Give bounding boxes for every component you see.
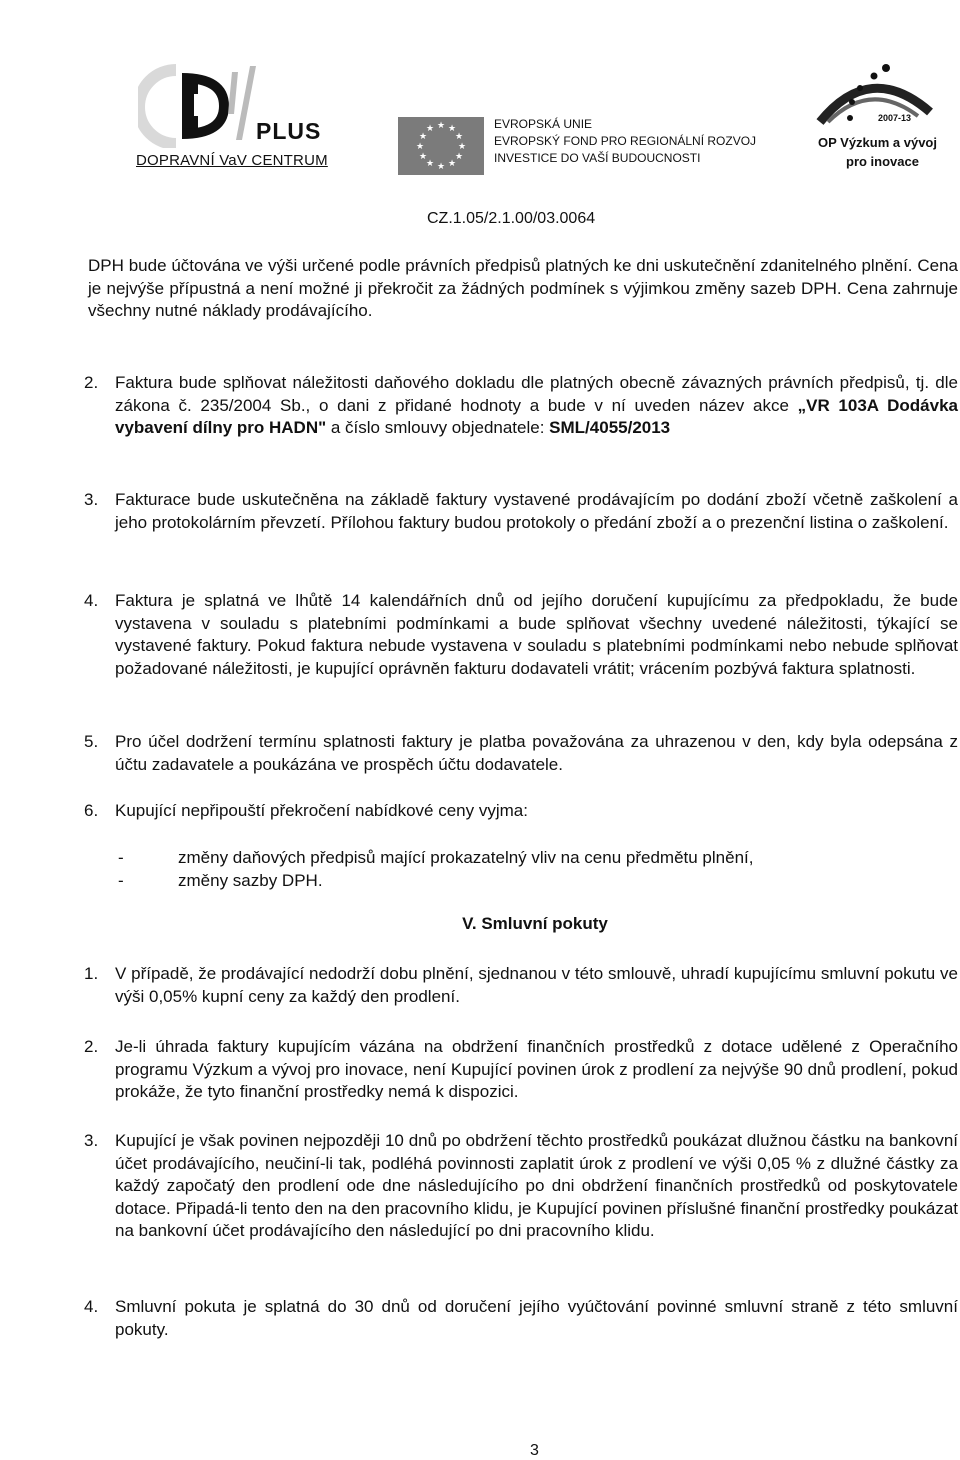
item-3-number: 3. [84, 490, 99, 509]
item-2-part1: Faktura bude splňovat náležitosti daňového dokladu dle platných obecně závazných právních předpisů, tj. dle zákona č. 235/2004 Sb., o dani z přidané hodnoty a bude v ní uveden název akce [115, 373, 958, 415]
penalty-1-number: 1. [84, 964, 99, 983]
penalty-1-text: V případě, že prodávající nedodrží dobu plnění, sjednanou v této smlouvě, uhradí kupujícímu smluvní pokutu ve výši 0,05% kupní ceny za každý den prodlení. [115, 964, 958, 1006]
item-6-text: Kupující nepřipouští překročení nabídkové ceny vyjma: [115, 801, 528, 820]
cdv-plus-label: PLUS [256, 118, 322, 144]
op-subtitle-label: pro inovace [846, 154, 919, 169]
bullet-1-text: změny daňových předpisů mající prokazatelný vliv na cenu předmětu plnění, [178, 848, 754, 867]
op-years-label: 2007-13 [878, 113, 912, 123]
eu-line-1: EVROPSKÁ UNIE [494, 117, 593, 131]
penalty-4-number: 4. [84, 1297, 99, 1316]
op-swoosh-icon [800, 60, 940, 130]
op-title-label: OP Výzkum a vývoj [818, 135, 937, 150]
item-3-text: Fakturace bude uskutečněna na základě faktury vystavené prodávajícím po dodání zboží včetně zaškolení a jeho protokolárním převzetí. Přílohou faktury budou protokoly o předání zboží a o prezenční listina o zaškolení. [115, 490, 958, 532]
eu-line-3: INVESTICE DO VAŠÍ BUDOUCNOSTI [494, 151, 701, 165]
item-5-number: 5. [84, 732, 99, 751]
intro-paragraph: DPH bude účtována ve výši určené podle právních předpisů platných ke dni uskutečnění zdanitelného plnění. Cena je nejvýše přípustná a není možné ji překročit za žádných podmínek s výjimkou změny sazeb DPH. Cena zahrnuje všechny nutné náklady prodávajícího. [88, 256, 958, 321]
item-2-action-name: „VR 103A Dodávka vybavení dílny pro HADN" [115, 395, 959, 438]
cdv-logo-mark [138, 58, 258, 148]
eu-text-block [494, 116, 756, 167]
item-6-number: 6. [84, 801, 99, 820]
item-2-contract-number: SML/4055/2013 [549, 418, 671, 438]
bullet-2-dash: - [118, 871, 124, 890]
project-code: CZ.1.05/2.1.00/03.0064 [427, 210, 596, 227]
page-number: 3 [530, 1442, 539, 1459]
penalty-2-number: 2. [84, 1037, 99, 1056]
penalty-3-number: 3. [84, 1131, 99, 1150]
item-5-text: Pro účel dodržení termínu splatnosti faktury je platba považována za uhrazenou v den, kdy byla odepsána z účtu zadavatele a poukázána ve prospěch účtu dodavatele. [115, 732, 958, 774]
section-heading: V. Smluvní pokuty [462, 914, 608, 933]
eu-flag-icon: ★ ★ ★ ★ ★ ★ ★ ★ ★ ★ ★ ★ [398, 117, 484, 175]
penalty-4-text: Smluvní pokuta je splatná do 30 dnů od doručení jejího vyúčtování povinné smluvní straně z této smluvní pokuty. [115, 1297, 958, 1339]
item-2-part2: a číslo smlouvy objednatele: [326, 418, 550, 438]
cdv-logo [128, 58, 338, 178]
cdv-name-label: DOPRAVNÍ VaV CENTRUM [136, 152, 328, 169]
bullet-1-dash: - [118, 848, 124, 867]
bullet-2-text: změny sazby DPH. [178, 871, 323, 890]
item-4-text: Faktura je splatná ve lhůtě 14 kalendářních dnů od jejího doručení kupujícímu za předpokladu, že bude vystavena v souladu s platebními podmínkami a bude splňovat všechny uvedené náležitosti, týkající se vystavené faktury. Pokud faktura nebude vystavena v souladu s platebními podmínkami nebo nebude splňovat požadované náležitosti, je kupující oprávněn fakturu dodavateli vrátit; vrácením pozbývá faktura splatnosti. [115, 591, 958, 678]
item-2-text [115, 372, 958, 440]
item-4-number: 4. [84, 591, 99, 610]
penalty-3-text: Kupující je však povinen nejpozději 10 dnů po obdržení těchto prostředků poukázat dlužnou částku na bankovní účet prodávajícího, neučiní-li tak, podléhá povinnosti zaplatit úrok z prodlení ve výši 0,05 % z dlužné částky za každý započatý den prodlení ode dne následujícího po dni obdržení finančních prostředků od poskytovatele dotace. Připadá-li tento den na den pracovního klidu, je Kupující povinen příslušné finanční prostředky poukázat na bankovní účet prodávajícího den následující po dni pracovního klidu. [115, 1131, 958, 1241]
eu-line-2: EVROPSKÝ FOND PRO REGIONÁLNÍ ROZVOJ [494, 134, 757, 148]
penalty-2-text: Je-li úhrada faktury kupujícím vázána na obdržení finančních prostředků z dotace udělené z Operačního programu Výzkum a vývoj pro inovace, není Kupující povinen úrok z prodlení za nejvýše 90 dnů prodlení, pokud prokáže, že tyto finanční prostředky nemá k dispozici. [115, 1037, 958, 1102]
item-2-number: 2. [84, 373, 99, 392]
